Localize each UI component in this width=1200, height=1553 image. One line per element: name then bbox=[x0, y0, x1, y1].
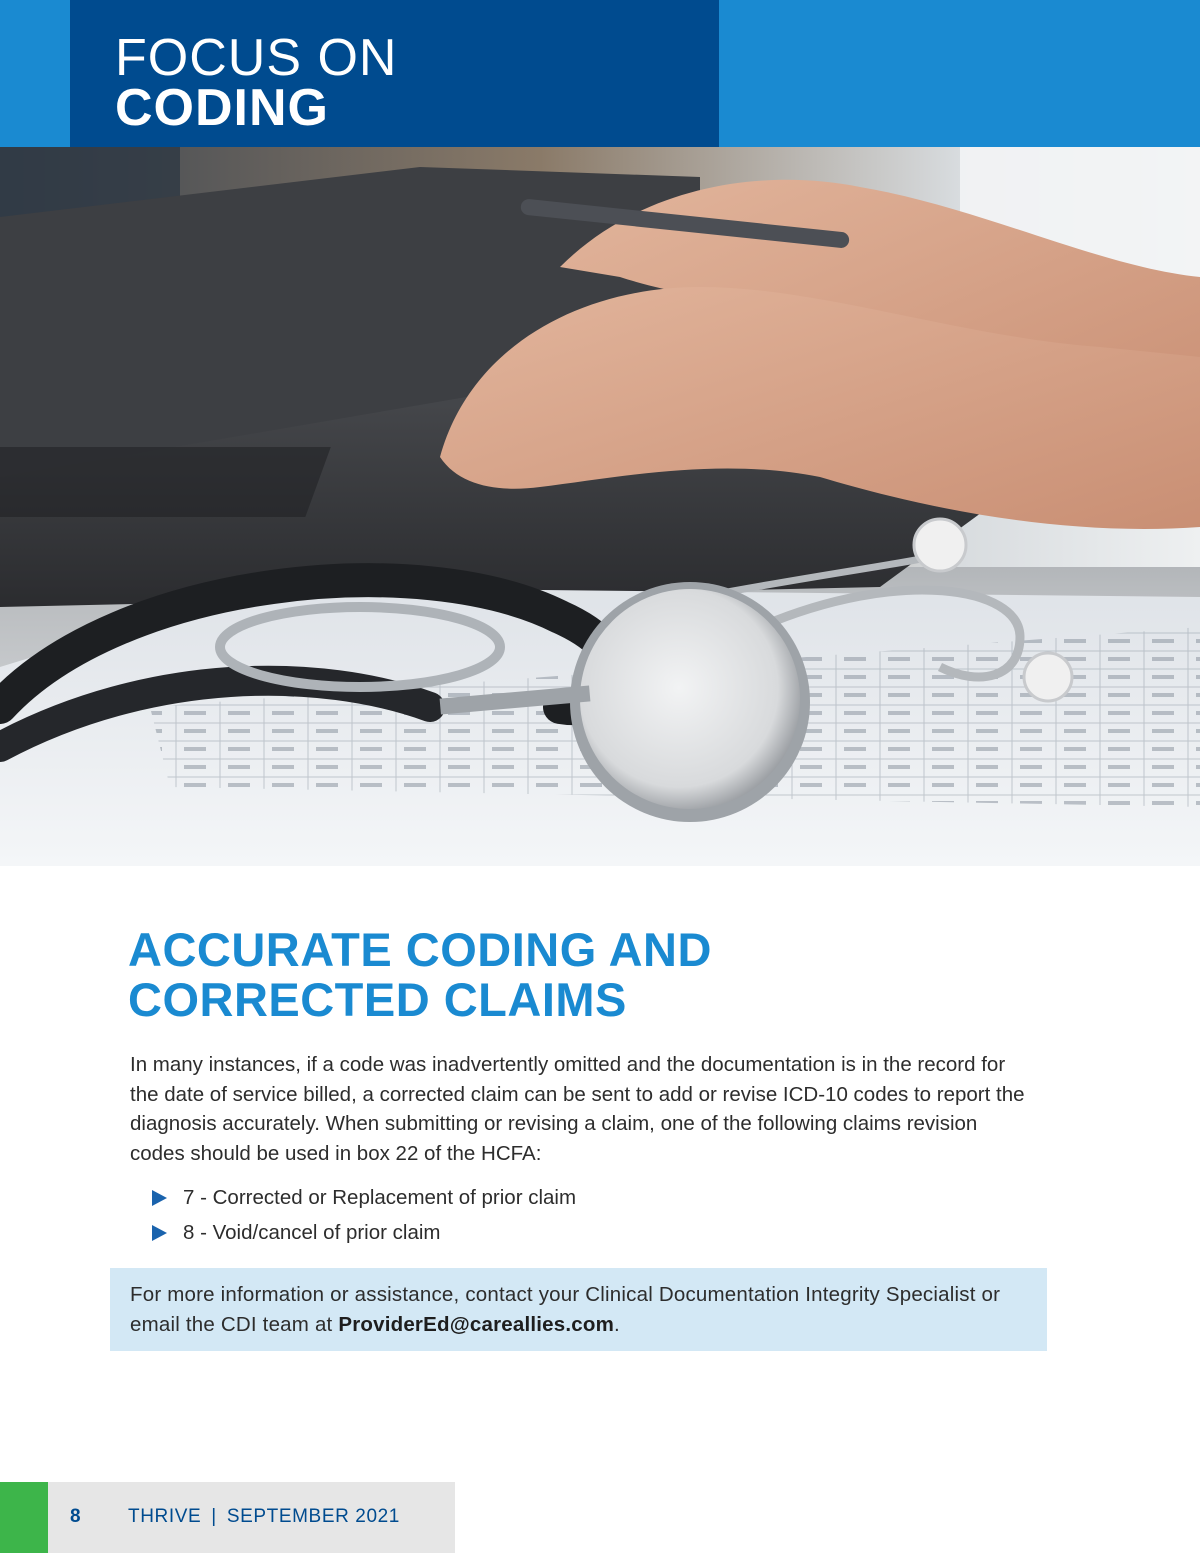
issue-date: SEPTEMBER 2021 bbox=[226, 1506, 400, 1527]
contact-email-link[interactable]: ProviderEd@careallies.com bbox=[338, 1312, 615, 1336]
footer-accent bbox=[0, 1482, 48, 1553]
footer-separator: | bbox=[211, 1506, 217, 1527]
list-item bbox=[152, 1215, 576, 1250]
publication-name: THRIVE bbox=[128, 1506, 202, 1527]
section-label-line2: CODING bbox=[115, 79, 329, 137]
hero-photo bbox=[0, 147, 1200, 866]
contact-text bbox=[130, 1280, 1030, 1339]
revision-code-8: 8 - Void/cancel of prior claim bbox=[183, 1221, 441, 1244]
section-label-box bbox=[70, 0, 719, 147]
hero-photo-illustration bbox=[0, 147, 1200, 866]
article-title-line2: CORRECTED CLAIMS bbox=[128, 973, 627, 1026]
article-title bbox=[128, 925, 1028, 1025]
triangle-bullet-icon bbox=[152, 1225, 167, 1241]
article-body: In many instances, if a code was inadvertently omitted and the documentation is in the record for the date of service billed, a corrected claim can be sent to add or revise ICD-10 codes to report the diagnosis accurately. When submitting or revising a claim, one of the following claims revision codes should be used in box 22 of the HCFA: bbox=[130, 1053, 1025, 1165]
section-label-line1: FOCUS ON bbox=[115, 29, 398, 87]
contact-callout bbox=[110, 1268, 1047, 1351]
contact-lead: For more information or assistance, contact your Clinical Documentation Integrity Specialist or email the CDI team at bbox=[130, 1283, 1001, 1336]
revision-code-7: 7 - Corrected or Replacement of prior claim bbox=[183, 1186, 577, 1209]
triangle-bullet-icon bbox=[152, 1190, 167, 1206]
article-title-line1: ACCURATE CODING AND bbox=[128, 923, 712, 976]
page-number: 8 bbox=[70, 1506, 81, 1527]
contact-end: . bbox=[614, 1312, 620, 1336]
revision-codes-list bbox=[152, 1180, 576, 1250]
publication-line bbox=[128, 1506, 400, 1528]
list-item bbox=[152, 1180, 576, 1215]
header-band bbox=[0, 0, 1200, 147]
